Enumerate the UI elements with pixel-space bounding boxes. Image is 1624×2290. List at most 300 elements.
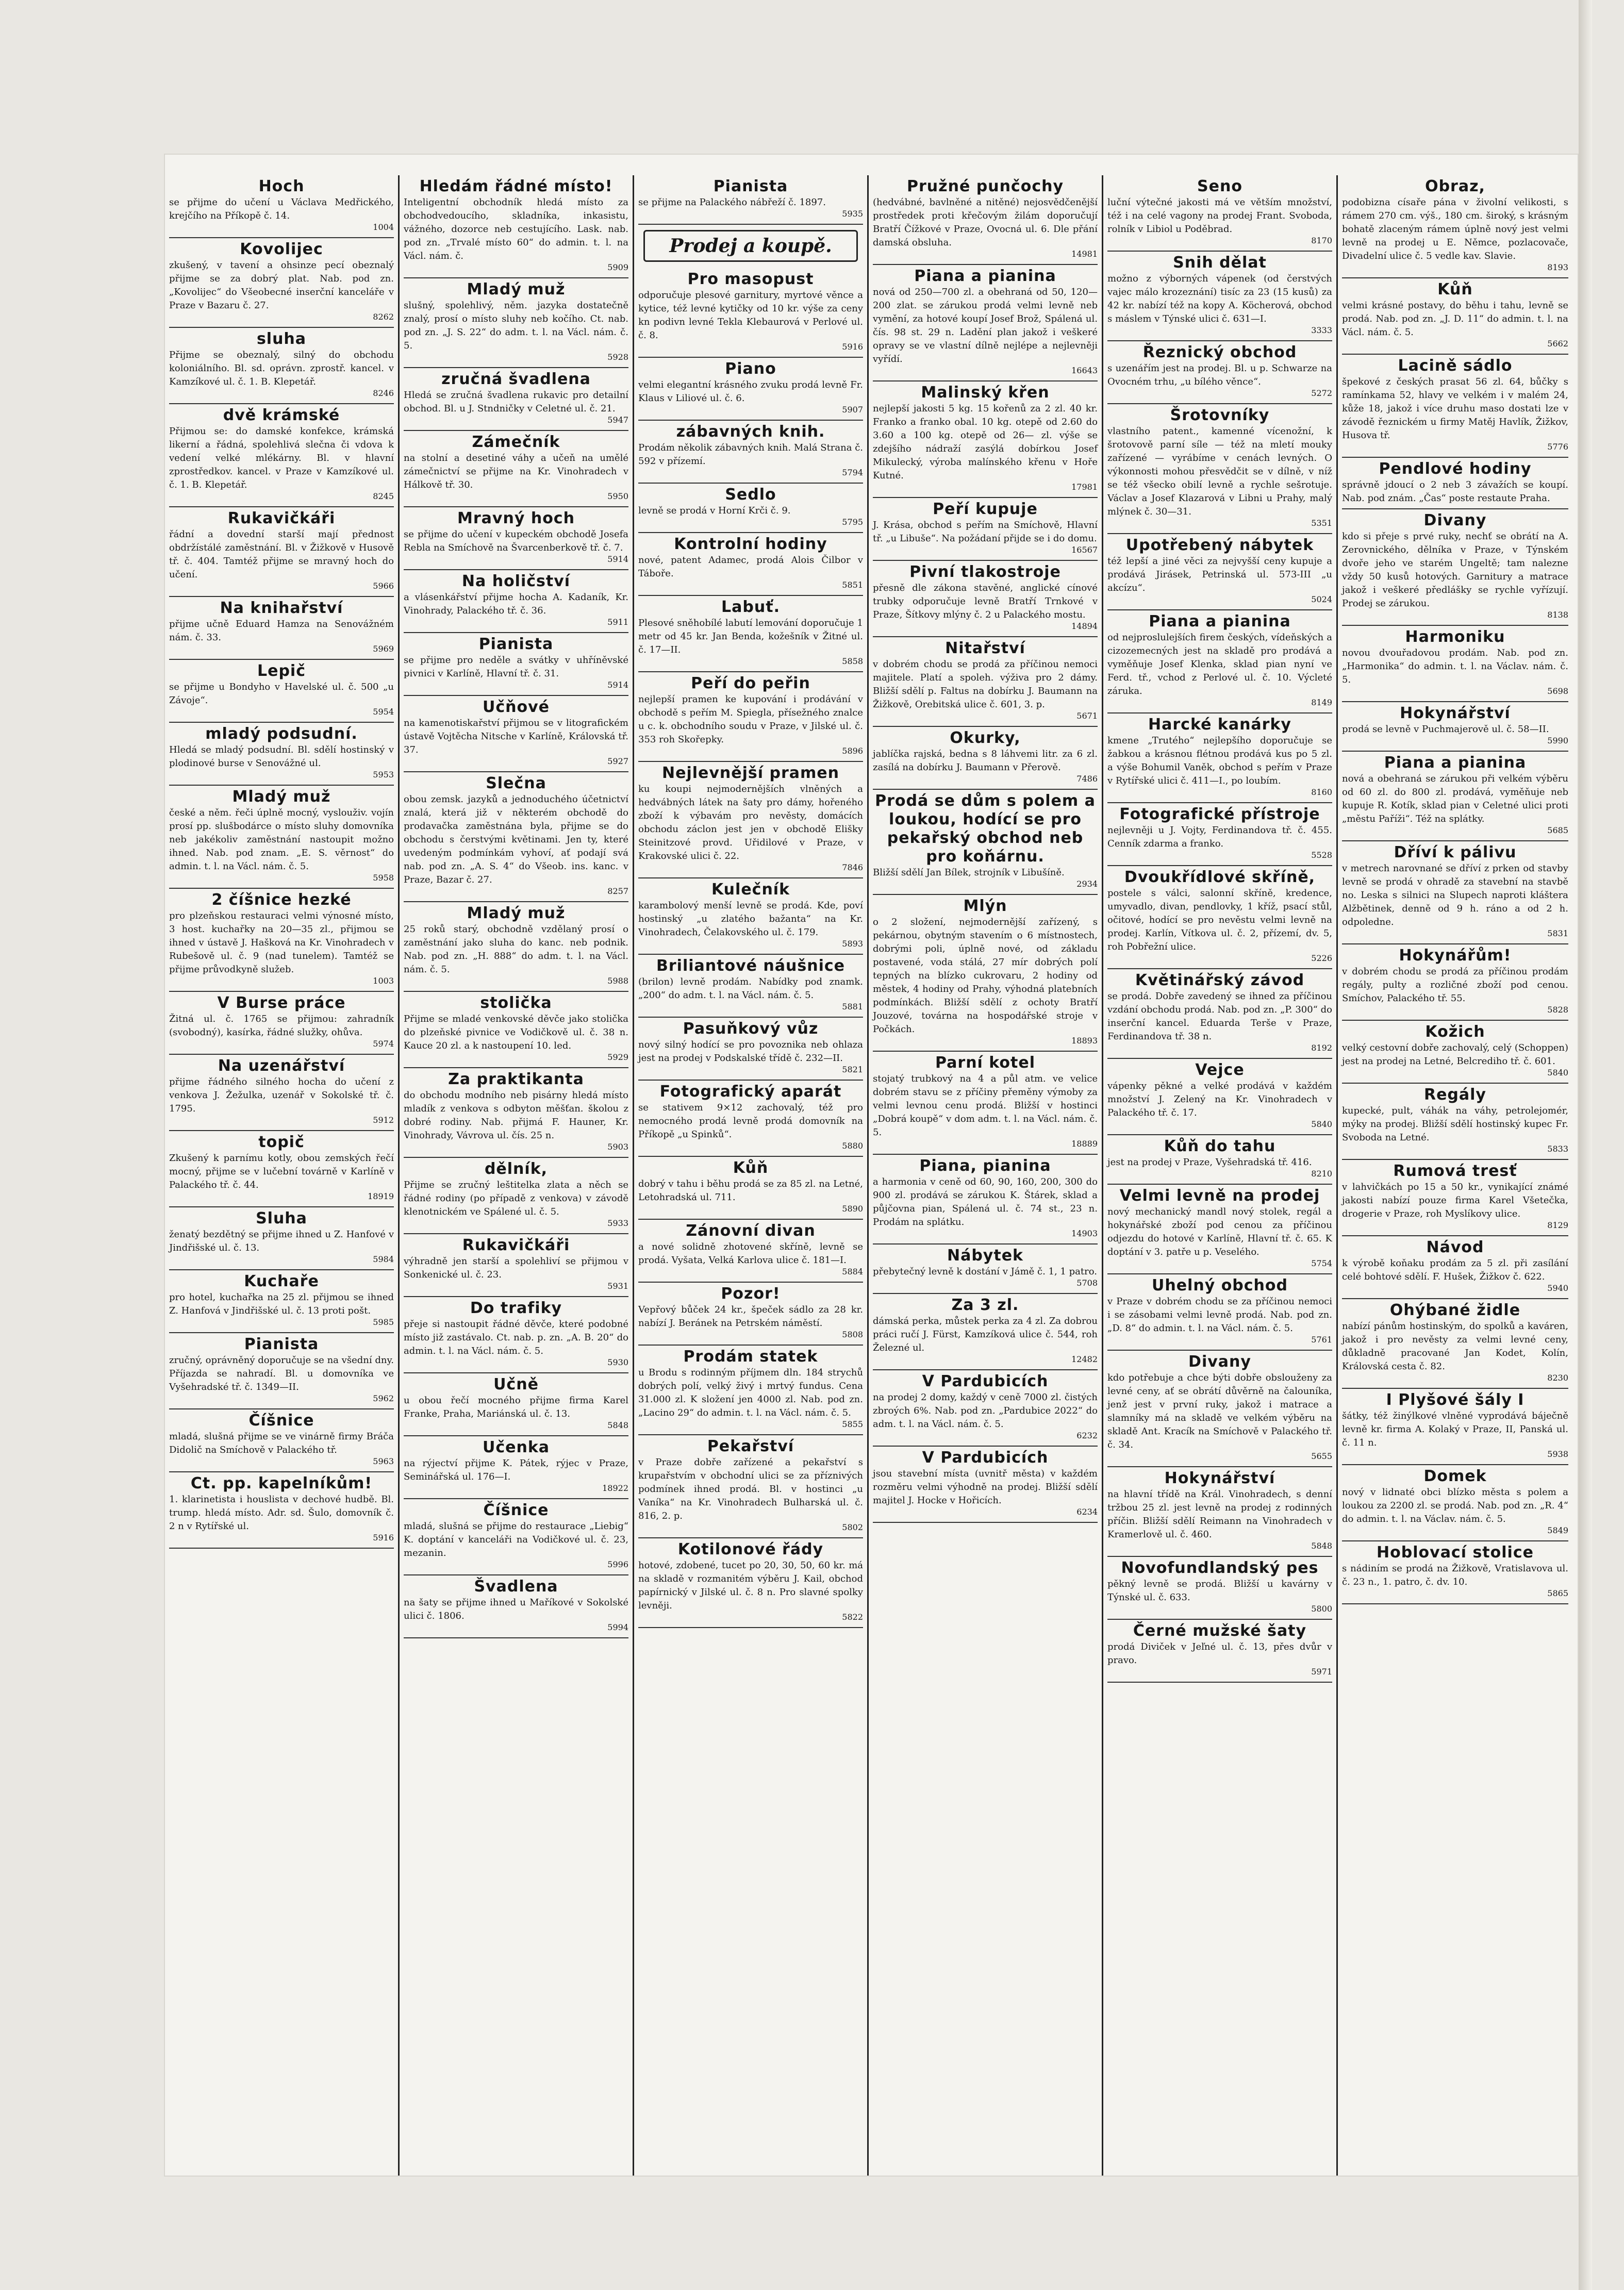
- ad-body: levně se prodá v Horní Krči č. 9.: [638, 505, 791, 516]
- classified-ad: [873, 498, 1098, 561]
- ad-number: 5907: [842, 405, 863, 414]
- ad-body: kupecké, pult, váhák na váhy, petrolejomér, mýky na prodej. Bližší sdělí hostinský kupec Fr. Svoboda na Letné.: [1342, 1105, 1568, 1143]
- classified-ad: [404, 992, 628, 1068]
- ad-body: v dobrém chodu se prodá za příčinou nemoci majitele. Platí a spoleh. výživa pro 2 dámy. Bližší sdělí p. Faltus na dobírku J. Baumann na Žižkově, Orebitská ulice č. 601, 3. p.: [873, 659, 1098, 710]
- ad-headline: Fotografické přístroje: [1119, 805, 1320, 823]
- ad-body: (hedvábné, bavlněné a nitěné) nejosvědčenější prostředek proti křečovým žilám doporučují Bratří Čížkové v Praze, Ovocná ul. 6. Dle přání damská obsluha.: [873, 197, 1098, 248]
- ad-body: Zkušený k parnímu kotly, obou zemských řečí mocný, přijme se v lučební továrně v Karlíně v Palackého tř. č. 44.: [169, 1153, 394, 1190]
- ad-headline: Slečna: [486, 774, 546, 792]
- classified-ad: [169, 889, 394, 992]
- ad-headline: 2 číšnice hezké: [211, 891, 352, 909]
- ad-body: zkušený, v tavení a ohsinze pecí obeznalý přijme se za dobrý plat. Nab. pod zn. „Kovolijec“ do Všeobecné inserční kanceláře v Praze v Bazaru č. 27.: [169, 260, 394, 311]
- ad-number: 5849: [1547, 1525, 1568, 1535]
- ad-headline: Seno: [1197, 177, 1242, 195]
- ad-number: 8149: [1311, 698, 1332, 707]
- ad-headline: I Plyšové šály I: [1386, 1391, 1524, 1409]
- ad-body: vápenky pěkné a velké prodává v každém množství J. Zelený na Kr. Vinohradech v Palackého tř. č. 17.: [1107, 1081, 1332, 1118]
- ad-body: obou zemsk. jazyků a jednoduchého účetnictví znalá, která již v některém obchodě do prodavačka zaměstnána byla, přijme se do obchodu s čerstvými květinami. Jen ty, které uvedeným podmínkám vyhoví, ať podají svá nab. pod zn. „A. S. 4“ do Všeob. ins. kanc. v Praze, Bazar č. 27.: [404, 794, 628, 885]
- ad-number: 5994: [607, 1622, 628, 1632]
- ad-headline: Piana a pianina: [1384, 754, 1527, 772]
- classified-ad: [1342, 458, 1568, 509]
- ad-headline: Na knihařství: [220, 599, 343, 617]
- ad-body: Vepřový bůček 24 kr., špeček sádlo za 28 kr. nabízí J. Beránek na Petrském náměstí.: [638, 1304, 863, 1329]
- classified-ad: [404, 633, 628, 696]
- classified-ad: [169, 597, 394, 660]
- ad-body: (brilon) levně prodám. Nabídky pod znamk. „200“ do adm. t. l. na Václ. nám. č. 5.: [638, 976, 863, 1001]
- ad-headline: Parní kotel: [935, 1054, 1036, 1072]
- column-6: [1338, 175, 1572, 2176]
- classified-ad: [638, 421, 863, 484]
- ad-headline: Dříví k pálivu: [1394, 843, 1517, 861]
- ad-body: jablíčka rajská, bedna s 8 láhvemi litr. za 6 zl. zasílá na dobírku J. Baumann v Přerově.: [873, 749, 1098, 773]
- ad-number: 5671: [1076, 711, 1098, 721]
- ad-body: výhradně jen starší a spolehliví se přijmou v Sonkenické ul. č. 23.: [404, 1256, 628, 1280]
- ad-headline: Pianista: [244, 1335, 319, 1353]
- classified-ad: [873, 381, 1098, 498]
- classified-ad: [404, 1297, 628, 1373]
- ad-number: 5903: [607, 1142, 628, 1152]
- ad-number: 5988: [607, 976, 628, 986]
- classified-ad: [638, 358, 863, 421]
- ad-number: 5962: [373, 1393, 394, 1403]
- classified-ad: [1342, 175, 1568, 278]
- ad-number: 5953: [373, 770, 394, 779]
- ad-headline: Kůň: [1437, 280, 1473, 298]
- ad-body: špekové z českých prasat 56 zl. 64, bůčky s ramínkama 52, hlavy ve velkém i v malém 24, kůže 18, jakož i více druhu maso dostati lze v závodě řeznickém u firmy Matěj Havlík, Žižkov, Husova tř.: [1342, 376, 1568, 441]
- classified-ad: [638, 175, 863, 225]
- ad-number: 8138: [1547, 610, 1568, 620]
- ad-number: 5855: [842, 1419, 863, 1429]
- ad-number: 5685: [1547, 825, 1568, 835]
- classified-ad: [638, 1081, 863, 1157]
- classified-ad: [1107, 1557, 1332, 1620]
- classified-ad: [404, 772, 628, 902]
- ad-headline: Květinářský závod: [1135, 971, 1305, 989]
- ad-headline: Sluha: [256, 1209, 307, 1227]
- ad-number: 5848: [607, 1420, 628, 1430]
- ad-body: též lepší a jiné věci za nejvyšší ceny kupuje a prodává Jirásek, Petrinská ul. 573-III „u akcízu“.: [1107, 556, 1332, 593]
- ad-body: na kamenotiskařství přijmou se v litografickém ústavě Vojtěcha Nitsche v Karlíně, Královská tř. 37.: [404, 718, 628, 755]
- ad-body: na šaty se přijme ihned u Maříkové v Sokolské ulici č. 1806.: [404, 1597, 628, 1621]
- classified-ad: [169, 1333, 394, 1409]
- ad-headline: Sedlo: [725, 486, 776, 504]
- classified-columns: [165, 175, 1572, 2176]
- ad-body: se přijme do učení v kupeckém obchodě Josefa Rebla na Smíchově na Švarcenberkově tř. č. 7.: [404, 529, 628, 553]
- ad-number: 6234: [1076, 1507, 1098, 1517]
- ad-headline: Novofundlandský pes: [1121, 1559, 1319, 1577]
- ad-number: 5865: [1547, 1588, 1568, 1598]
- ad-headline: Kůň: [733, 1159, 769, 1177]
- ad-number: 5840: [1547, 1068, 1568, 1077]
- classified-ad: [638, 268, 863, 358]
- classified-ad: [873, 1244, 1098, 1294]
- ad-body: kmene „Trutého“ nejlepšího doporučuje se žabkou a krásnou flétnou prodává kus po 5 zl. a výše Bohumil Vaněk, obchod s peřím v Praze v Rytířské ulici č. 411—I., po loubím.: [1107, 735, 1332, 786]
- ad-headline: Peří do peřin: [691, 674, 810, 692]
- ad-headline: Obraz,: [1425, 177, 1485, 195]
- ad-body: postele s válci, salonní skříně, kredence, umyvadlo, divan, pendlovky, 1 kříž, psací stůl, očitové, hodící se pro nevěstu velmi levně na prodej. Karlín, Vítkova ul. č. 2, přízemí, dv. 5, roh Pobřežní ulice.: [1107, 888, 1332, 952]
- ad-body: na rýjectví přijme K. Pátek, rýjec v Praze, Seminářská ul. 176—I.: [404, 1458, 628, 1482]
- column-2: [400, 175, 634, 2176]
- classified-ad: [404, 1068, 628, 1158]
- classified-ad: [1107, 866, 1332, 969]
- ad-headline: zábavných knih.: [676, 423, 825, 441]
- ad-body: na hlavní třídě na Král. Vinohradech, s denní tržbou 25 zl. jest levně na prodej z rodinných příčin. Bližší sdělí Reimann na Vinohradech v Kramerlově ul. č. 460.: [1107, 1489, 1332, 1540]
- ad-headline: V Burse práce: [217, 994, 346, 1012]
- ad-body: nejlevněji u J. Vojty, Ferdinandova tř. č. 455. Cenník zdarma a franko.: [1107, 825, 1332, 849]
- ad-number: 5698: [1547, 686, 1568, 696]
- ad-body: mladá, slušná přijme se ve vinárně firmy Bráča Didolič na Smíchově v Palackého tř.: [169, 1431, 394, 1455]
- ad-number: 5831: [1547, 928, 1568, 938]
- classified-ad: [1342, 944, 1568, 1021]
- newspaper-page: [165, 155, 1578, 2176]
- ad-number: 7486: [1076, 774, 1098, 784]
- ad-number: 2934: [1076, 879, 1098, 889]
- ad-number: 14981: [1071, 249, 1098, 259]
- ad-headline: Prodá se dům s polem a loukou, hodící se pro pekařský obchod neb pro koňárnu.: [875, 792, 1096, 866]
- classified-ad: [404, 902, 628, 992]
- ad-body: přijme učně Eduard Hamza na Senovážném nám. č. 33.: [169, 619, 394, 643]
- ad-number: 8210: [1311, 1169, 1332, 1179]
- ad-number: 18889: [1071, 1139, 1098, 1149]
- ad-body: se přijme u Bondyho v Havelské ul. č. 500 „u Závoje“.: [169, 682, 394, 706]
- ad-headline: Návod: [1426, 1238, 1484, 1256]
- classified-ad: [1107, 404, 1332, 534]
- ad-headline: Domek: [1423, 1467, 1487, 1485]
- classified-ad: [169, 175, 394, 238]
- ad-number: 5226: [1311, 953, 1332, 963]
- ad-headline: Za praktikanta: [448, 1070, 584, 1088]
- ad-headline: Kotilonové řády: [677, 1540, 824, 1558]
- ad-body: J. Krása, obchod s peřím na Smíchově, Hlavní tř. „u Libuše“. Na požádaní přijde se i do domu.: [873, 520, 1098, 544]
- ad-body: správně jdoucí o 2 neb 3 závažích se koupí. Nab. pod znám. „Čas“ poste restaute Praha.: [1342, 479, 1568, 504]
- ad-headline: Lacině sádlo: [1398, 357, 1513, 375]
- ad-headline: Piana, pianina: [919, 1157, 1051, 1175]
- ad-number: 5858: [842, 656, 863, 666]
- ad-number: 5958: [373, 873, 394, 883]
- classified-ad: [1107, 252, 1332, 341]
- classified-ad: [638, 533, 863, 596]
- ad-body: prodá se levně v Puchmajerově ul. č. 58—II.: [1342, 724, 1549, 735]
- classified-ad: [638, 1157, 863, 1220]
- ad-body: se přijme na Palackého nábřeží č. 1897.: [638, 197, 826, 208]
- classified-ad: [169, 404, 394, 507]
- ad-headline: Piano: [725, 360, 776, 378]
- ad-number: 5990: [1547, 736, 1568, 745]
- classified-ad: [1342, 1299, 1568, 1389]
- ad-body: české a něm. řeči úplně mocný, vyslouživ. vojín prosí pp. slušbodárce o místo sluhy domovníka neb jakékoliv zaměstnání nastoupit možno ihned. Nab. pod znam. „E. S. věrnost“ do admin. t. l. na Václ. nám. č. 5.: [169, 807, 394, 872]
- ad-body: jest na prodej v Praze, Vyšehradská tř. 416.: [1107, 1157, 1312, 1168]
- ad-number: 5821: [842, 1065, 863, 1074]
- classified-ad: [1107, 713, 1332, 803]
- classified-ad: [638, 672, 863, 762]
- ad-headline: Velmi levně na prodej: [1119, 1187, 1320, 1205]
- classified-ad: [873, 1447, 1098, 1523]
- ad-body: vlastního patent., kamenné vícenožní, k šrotovově parní síle — též na mletí mouky zařízené — vyrábíme v cenách levných. O výkonnosti mohou přesvědčit se v dílně, v níž se též všecko obilí levně a rychle sešrotuje. Václav a Josef Klazarová v Libni u Prahy, malý mlýnek č. 30—31.: [1107, 426, 1332, 517]
- classified-ad: [1342, 752, 1568, 841]
- ad-body: Přijme se zručný leštitelka zlata a něch se řádné rodiny (po případě z venkova) v závodě klenotnickém ve Spálené ul. č. 5.: [404, 1180, 628, 1217]
- ad-number: 5916: [842, 342, 863, 352]
- ad-number: 5881: [842, 1002, 863, 1011]
- classified-ad: [169, 723, 394, 786]
- classified-ad: [1342, 355, 1568, 458]
- ad-number: 3333: [1311, 325, 1332, 335]
- ad-headline: V Pardubicích: [922, 1372, 1049, 1390]
- ad-headline: Zánovní divan: [686, 1222, 816, 1240]
- ad-body: kdo si přeje s prvé ruky, nechť se obrátí na A. Zerovnického, dělníka v Praze, v Týnském dvoře jeho ve starém Ungeltě; tam nalezne vždy 50 kusů hotových. Garnitury a matrace jakož i veškeré předlášky se rychle vyřízují. Prodej se zárukou.: [1342, 531, 1568, 609]
- ad-body: Přijmou se: do damské konfekce, krámská likerní a řádná, spolehlivá slečna či vdova k vedení velké mlékárny. Bl. v hlavní zprostředkov. kancel. v Praze v Kamzíkové ul. č. 1. B. Klepetář.: [169, 426, 394, 490]
- ad-body: velmi elegantní krásného zvuku prodá levně Fr. Klaus v Liliové ul. č. 6.: [638, 379, 863, 404]
- ad-number: 8160: [1311, 787, 1332, 797]
- ad-body: o 2 složení, nejmodernější zařízený, s pekárnou, obytným stavením o 6 místnostech, dobrými poli, úplně nové, od základu postavené, voda stálá, 27 mír dobrých polí tepných na blízko cukrovaru, 2 hodiny od městek, 4 hodiny od Prahy, výhodná platebních podmínkách. Bližší sdělí z ochoty Bratří Jouzové, továrna na hospodářské stroje v Počkách.: [873, 917, 1098, 1035]
- classified-ad: [404, 1373, 628, 1436]
- ad-headline: Rukavičkáři: [462, 1236, 570, 1254]
- ad-headline: Hokynářům!: [1399, 947, 1512, 965]
- ad-headline: Rumová tresť: [1393, 1162, 1517, 1180]
- ad-headline: topič: [258, 1133, 305, 1151]
- ad-number: 14894: [1071, 621, 1098, 631]
- ad-number: 17981: [1071, 482, 1098, 492]
- ad-headline: Pendlové hodiny: [1379, 460, 1532, 478]
- classified-ad: [638, 762, 863, 878]
- classified-ad: [1342, 1160, 1568, 1236]
- ad-headline: Ct. pp. kapelníkům!: [190, 1474, 373, 1492]
- ad-number: 5351: [1311, 518, 1332, 528]
- ad-headline: Peří kupuje: [933, 500, 1038, 518]
- ad-number: 5927: [607, 756, 628, 766]
- ad-headline: Pianista: [713, 177, 788, 195]
- classified-ad: [169, 507, 394, 597]
- ad-number: 5851: [842, 580, 863, 590]
- ad-headline: Nejlevnější pramen: [662, 764, 839, 782]
- ad-headline: Pivní tlakostroje: [909, 563, 1061, 581]
- ad-headline: Lepič: [257, 662, 306, 680]
- ad-headline: Kuchaře: [244, 1272, 319, 1290]
- page-fold-shadow: [1579, 0, 1592, 2290]
- ad-number: 8170: [1311, 236, 1332, 245]
- classified-ad: [1342, 626, 1568, 702]
- ad-headline: Hokynářství: [1400, 704, 1511, 722]
- ad-body: 25 roků starý, obchodně vzdělaný prosí o zaměstnání jako sluha do kanc. neb podnik. Nab. pod zn. „H. 888“ do adm. t. l. na Václ. nám. č. 5.: [404, 924, 628, 975]
- classified-ad: [638, 878, 863, 955]
- ad-body: nová od 250—700 zl. a obehraná od 50, 120—200 zlat. se zárukou prodá velmi levně neb vymění, za hotové koupí Josef Brož, Spálená ul. čís. 98 st. 29 n. Ladění plan jakož i veškeré opravy se ve vlastní dílně nejlépe a nejlevněji vyřídí.: [873, 287, 1098, 364]
- ad-body: ku koupi nejmodernějších vlněných a hedvábných látek na šaty pro dámy, hořeného zboží k výbavám pro nevěsty, domácích obchodu záclon jest jen v obchodě Elišky Steinitzové provd. Uřidilové v Praze, v Krakovské ulici č. 22.: [638, 784, 863, 861]
- ad-number: 8193: [1547, 262, 1568, 272]
- classified-ad: [638, 1346, 863, 1435]
- classified-ad: [873, 1370, 1098, 1447]
- classified-ad: [169, 238, 394, 328]
- ad-body: nabízí pánům hostinským, do spolků a kaváren, jakož i pro nevěsty za velmi levné ceny, důkladně pracované Jan Kodet, Kolín, Královská cesta č. 82.: [1342, 1321, 1568, 1372]
- ad-number: 6232: [1076, 1431, 1098, 1440]
- ad-headline: Číšnice: [248, 1412, 314, 1430]
- ad-headline: sluha: [256, 330, 307, 348]
- ad-body: Přijme se mladé venkovské děvče jako stolička do plzeňské pivnice ve Vodičkově ul. č. 38 n. Kauce 20 zl. a k nastoupení 10. led.: [404, 1014, 628, 1051]
- ad-headline: Švadlena: [474, 1578, 558, 1596]
- ad-headline: Pasuňkový vůz: [683, 1020, 819, 1038]
- ad-number: 5909: [607, 262, 628, 272]
- ad-body: Inteligentní obchodník hledá místo za obchodvedoucího, skladníka, inkasistu, vážného, dozorce neb cestujícího. Lask. nab. pod zn. „Trvalé místo 60“ do admin. t. l. na Václ. nám. č.: [404, 197, 628, 261]
- ad-number: 5912: [373, 1115, 394, 1125]
- ad-number: 16643: [1071, 366, 1098, 375]
- ad-headline: Hoblovací stolice: [1377, 1544, 1534, 1562]
- ad-headline: Regály: [1423, 1086, 1486, 1104]
- classified-ad: [1107, 969, 1332, 1059]
- ad-body: pro hotel, kuchařka na 25 zl. přijmou se ihned Z. Hanfová v Jindřišské ul. č. 13 proti pošt.: [169, 1292, 394, 1316]
- ad-number: 5914: [607, 554, 628, 564]
- classified-ad: [1342, 1465, 1568, 1541]
- ad-number: 18919: [368, 1191, 394, 1201]
- ad-body: velký cestovní dobře zachovalý, celý (Schoppen) jest na prodej na Letné, Belcrediho tř. č. 601.: [1342, 1042, 1568, 1067]
- classified-ad: [1107, 534, 1332, 610]
- classified-ad: [1342, 509, 1568, 626]
- ad-headline: Učně: [493, 1375, 539, 1393]
- ad-body: a nové solidně zhotovené skříně, levně se prodá. Vyšata, Velká Karlova ulice č. 181—I.: [638, 1241, 863, 1266]
- ad-headline: Vejce: [1195, 1061, 1245, 1079]
- ad-number: 5931: [607, 1281, 628, 1291]
- ad-headline: Pianista: [478, 635, 554, 653]
- ad-number: 5024: [1311, 594, 1332, 604]
- ad-number: 5940: [1547, 1283, 1568, 1293]
- ad-body: mladá, slušná se přijme do restaurace „Liebig“ K. doptání v kanceláři na Vodičkové ul. č. 23, mezanin.: [404, 1521, 628, 1558]
- section-banner: Prodej a koupě.: [643, 230, 858, 262]
- classified-ad: [1342, 1389, 1568, 1465]
- ad-number: 16567: [1071, 545, 1098, 555]
- classified-ad: [873, 561, 1098, 637]
- ad-headline: Řeznický obchod: [1142, 343, 1297, 361]
- ad-number: 5947: [607, 415, 628, 425]
- classified-ad: [169, 786, 394, 889]
- ad-body: dámská perka, můstek perka za 4 zl. Za dobrou práci ručí J. Fürst, Kamzíková ulice č. 544, roh Železné ul.: [873, 1316, 1098, 1353]
- ad-number: 18893: [1071, 1036, 1098, 1046]
- ad-number: 5272: [1311, 388, 1332, 398]
- classified-ad: [169, 1270, 394, 1333]
- ad-body: Žitná ul. č. 1765 se přijmou: zahradník (svobodný), kasírka, řádné služky, ohůva.: [169, 1014, 394, 1038]
- ad-body: na prodej 2 domy, každý v ceně 7000 zl. čistých zbroých 6%. Nab. pod zn. „Pardubice 2022“ do adm. t. l. na Václ. nám. č. 5.: [873, 1392, 1098, 1430]
- ad-number: 1003: [373, 976, 394, 986]
- ad-number: 5848: [1311, 1541, 1332, 1551]
- ad-body: se přijme do učení u Václava Medřického, krejčího na Příkopě č. 14.: [169, 197, 394, 221]
- classified-ad: [873, 790, 1098, 895]
- ad-number: 5776: [1547, 442, 1568, 452]
- classified-ad: [638, 484, 863, 533]
- ad-headline: Mladý muž: [232, 788, 331, 806]
- ad-number: 5833: [1547, 1144, 1568, 1154]
- ad-headline: Zámečník: [472, 433, 560, 451]
- ad-headline: Prodám statek: [683, 1348, 818, 1366]
- classified-ad: [1342, 1084, 1568, 1160]
- ad-body: pro plzeňskou restauraci velmi výnosné místo, 3 host. kuchařky na 20—35 zl., přijmou se ihned v ústavě J. Hašková na Kr. Vinohradech v Rubešově ul. č. 9 (nad tunelem). Tamtéž se přijme průvodkyně služeb.: [169, 910, 394, 975]
- classified-ad: [638, 1283, 863, 1346]
- ad-headline: Mlýn: [963, 897, 1007, 915]
- ad-number: 8262: [373, 312, 394, 322]
- classified-ad: [873, 895, 1098, 1052]
- ad-headline: mladý podsudní.: [205, 725, 358, 743]
- ad-headline: Nitařství: [945, 639, 1025, 657]
- ad-number: 8257: [607, 886, 628, 896]
- classified-ad: [404, 1575, 628, 1638]
- ad-number: 5930: [607, 1357, 628, 1367]
- ad-headline: Kontrolní hodiny: [674, 535, 827, 553]
- ad-body: na stolní a desetiné váhy a učeň na umělé zámečnictví se přijme na Kr. Vinohradech v Hálkově tř. 30.: [404, 453, 628, 490]
- ad-number: 5914: [607, 680, 628, 690]
- ad-body: podobizna císaře pána v živolní velikosti, s rámem 270 cm. výš., 180 cm. široký, s krásným bohatě zlaceným rámem úplně nový jest velmi levně na prodej u E. Němce, pozlacovače, Divadelní ulice č. 5 vedle kav. Slavie.: [1342, 197, 1568, 261]
- ad-headline: Uhelný obchod: [1151, 1276, 1288, 1295]
- ad-number: 5929: [607, 1052, 628, 1062]
- classified-ad: [1342, 1021, 1568, 1084]
- ad-number: 5822: [842, 1612, 863, 1622]
- ad-body: nová a obehraná se zárukou při velkém výběru od 60 zl. do 800 zl. prodává, vyměňuje neb kupuje R. Kotík, sklad pian v Celetné ulici proti „městu Paříži“. Též na splátky.: [1342, 773, 1568, 824]
- ad-number: 5896: [842, 746, 863, 756]
- ad-body: jsou stavební místa (uvnitř města) v každém rozměru velmi výhodně na prodej. Bližší sdělí majitel J. Hocke v Hořicích.: [873, 1468, 1098, 1506]
- ad-headline: Učňové: [482, 698, 550, 716]
- ad-number: 5916: [373, 1533, 394, 1542]
- ad-body: ženatý bezdětný se přijme ihned u Z. Hanfové v Jindřišské ul. č. 13.: [169, 1229, 394, 1253]
- ad-body: nový mechanický mandl nový stolek, regál a hokynářské zboží pod cenou za příčinou odjezdu do hotové v Karlíně, Hlavní tř. č. 65. K doptání v 3. patře u p. Veselého.: [1107, 1206, 1332, 1257]
- ad-body: velmi krásné postavy, do běhu i tahu, levně se prodá. Nab. pod zn. „J. D. 11“ do admin. t. l. na Václ. nám. č. 5.: [1342, 300, 1568, 338]
- classified-ad: [169, 1472, 394, 1549]
- ad-headline: Ohýbané židle: [1389, 1301, 1521, 1319]
- ad-headline: Okurky,: [950, 729, 1021, 747]
- ad-headline: Šrotovníky: [1170, 406, 1270, 424]
- column-5: [1103, 175, 1338, 2176]
- ad-headline: Na holičství: [461, 572, 571, 590]
- ad-number: 5933: [607, 1218, 628, 1228]
- ad-headline: Harmoniku: [1405, 628, 1505, 646]
- ad-body: přijme řádného silného hocha do učení z venkova J. Žežulka, uzenář v Sokolské tř. č. 1795.: [169, 1076, 394, 1114]
- ad-headline: Fotografický aparát: [659, 1083, 842, 1101]
- classified-ad: [1107, 1620, 1332, 1683]
- classified-ad: [1107, 1467, 1332, 1557]
- ad-headline: dvě krámské: [223, 406, 340, 424]
- ad-number: 1004: [373, 222, 394, 232]
- ad-number: 5935: [842, 209, 863, 219]
- ad-number: 14903: [1071, 1229, 1098, 1238]
- classified-ad: [873, 1294, 1098, 1370]
- ad-body: pěkný levně se prodá. Bližší u kavárny v Týnské ul. č. 633.: [1107, 1579, 1332, 1603]
- ad-body: stojatý trubkový na 4 a půl atm. ve velice dobrém stavu se z příčiny přeměny výmoby za velmi levnou cenu prodá. Bližší v hostinci „Dobrá koupě“ v dom adm. t. l. na Václ. nám. č. 5.: [873, 1073, 1098, 1138]
- ad-number: 7846: [842, 862, 863, 872]
- ad-number: 5974: [373, 1039, 394, 1049]
- ad-body: možno z výborných vápenek (od čerstvých vajec málo krozeznání) tisíc za 23 (15 kusů) za 42 kr. nabízí též na kopy A. Köcherová, obchod s máslem v Týnské ulici č. 631—I.: [1107, 273, 1332, 324]
- ad-headline: Pozor!: [721, 1285, 781, 1303]
- ad-body: Bližší sdělí Jan Bílek, strojník v Libušíně.: [873, 867, 1065, 878]
- ad-headline: Pekařství: [707, 1437, 794, 1455]
- classified-ad: [169, 660, 394, 723]
- ad-number: 5950: [607, 491, 628, 501]
- ad-number: 5840: [1311, 1119, 1332, 1129]
- classified-ad: [169, 1131, 394, 1207]
- ad-headline: Upotřebený nábytek: [1125, 536, 1314, 554]
- ad-number: 5954: [373, 707, 394, 717]
- ad-number: 5794: [842, 468, 863, 477]
- column-4: [869, 175, 1103, 2176]
- ad-number: 5802: [842, 1522, 863, 1532]
- ad-body: k výrobě koňaku prodám za 5 zl. při zasílání celé bohtové sdělí. F. Hušek, Žižkov č. 622.: [1342, 1258, 1568, 1282]
- ad-body: se prodá. Dobře zavedený se ihned za příčinou vzdání obchodu prodá. Nab. pod zn. „P. 300“ do inserční kancel. Eduarda Terše v Praze, Ferdinandova tř. 38 n.: [1107, 991, 1332, 1042]
- ad-headline: Divany: [1188, 1353, 1251, 1371]
- ad-headline: zručná švadlena: [441, 370, 591, 388]
- ad-number: 5880: [842, 1141, 863, 1151]
- ad-body: slušný, spolehlivý, něm. jazyka dostatečně znalý, prosí o místo sluhy neb kočího. Ct. nab. pod zn. „J. S. 22“ do adm. t. l. na Václ. nám. č. 5.: [404, 300, 628, 351]
- ad-number: 5655: [1311, 1451, 1332, 1461]
- ad-number: 5969: [373, 644, 394, 654]
- ad-body: v metrech narovnané se dříví z prken od stavby levně se prodá v ohradě za stavební na stavbě no. Leska s silnici na Slupech naproti kláštera Alžbětinek, denně od 9 h. ráno a od 2 h. odpoledne.: [1342, 863, 1568, 927]
- classified-ad: [169, 328, 394, 404]
- ad-headline: Malinský křen: [921, 384, 1050, 402]
- classified-ad: [1342, 841, 1568, 944]
- ad-body: nový v lidnaté obci blízko města s polem a loukou za 2200 zl. se prodá. Nab. pod zn. „R. 4“ do admin. t. l. na Václav. nám. č. 5.: [1342, 1487, 1568, 1524]
- classified-ad: [873, 637, 1098, 727]
- column-1: [165, 175, 400, 2176]
